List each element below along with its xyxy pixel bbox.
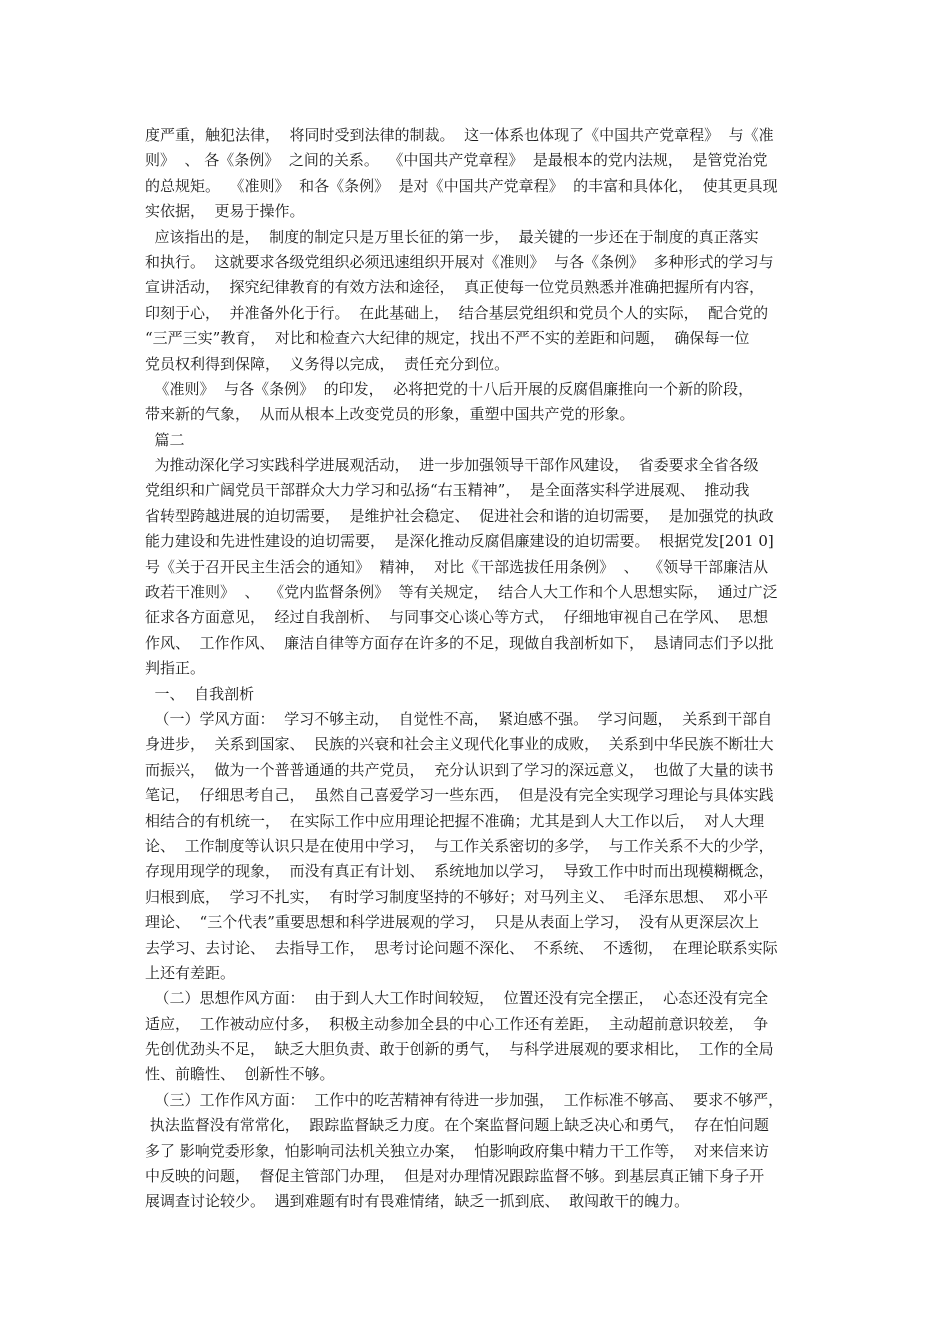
text-line: 先创优劲头不足， 缺乏大胆负责、敢于创新的勇气， 与科学进展观的要求相比， 工作的全局 <box>145 1040 774 1059</box>
text-line: 而振兴， 做为一个普普通通的共产党员， 充分认识到了学习的深远意义， 也做了大量的读书 <box>145 760 774 779</box>
text-line: 号《关于召开民主生活会的通知》 精神， 对比《干部选拔任用条例》 、 《领导干部廉洁从 <box>145 557 769 576</box>
text-line: 判指正。 <box>145 659 206 678</box>
text-line: （一）学风方面： 学习不够主动， 自觉性不高， 紧迫感不强。 学习问题， 关系到干部自 <box>145 709 773 728</box>
text-line: 适应， 工作被动应付多， 积极主动参加全县的中心工作还有差距， 主动超前意识较差， 争 <box>145 1014 769 1033</box>
text-line: 《准则》 与各《条例》 的印发， 必将把党的十八后开展的反腐倡廉推向一个新的阶段， <box>145 379 754 398</box>
text-line: 上还有差距。 <box>145 963 236 982</box>
text-line: 应该指出的是， 制度的制定只是万里长征的第一步， 最关键的一步还在于制度的真正落实 <box>145 227 759 246</box>
text-line: 则》 、 各《条例》 之间的关系。 《中国共产党章程》 是最根本的党内法规， 是管党治党 <box>145 151 768 170</box>
document-body <box>145 123 810 1215</box>
text-line: 相结合的有机统一， 在实际工作中应用理论把握不准确；尤其是到人大工作以后， 对人大理 <box>145 811 765 830</box>
text-line: 带来新的气象， 从而从根本上改变党员的形象，重塑中国共产党的形象。 <box>145 405 635 424</box>
text-line: “三严三实”教育， 对比和检查六大纪律的规定，找出不严不实的差距和问题， 确保每一位 <box>145 329 750 348</box>
text-line: 身进步， 关系到国家、 民族的兴衰和社会主义现代化事业的成败， 关系到中华民族不断壮大 <box>145 735 774 754</box>
text-line: 印刻于心， 并准备外化于行。 在此基础上， 结合基层党组织和党员个人的实际， 配合党的 <box>145 303 769 322</box>
text-line: 实依据， 更易于操作。 <box>145 202 305 221</box>
text-line: 归根到底， 学习不扎实， 有时学习制度坚持的不够好；对马列主义、 毛泽东思想、 邓小平 <box>145 887 769 906</box>
section-heading: 篇二 <box>145 430 185 449</box>
text-line: 度严重，触犯法律， 将同时受到法律的制裁。 这一体系也体现了《中国共产党章程》 与《准 <box>145 126 774 144</box>
text-line: 的总规矩。 《准则》 和各《条例》 是对《中国共产党章程》 的丰富和具体化， 使其更具现 <box>145 176 778 195</box>
text-line: 去学习、去讨论、 去指导工作， 思考讨论问题不深化、 不系统、 不透彻， 在理论联系实际 <box>145 938 778 957</box>
text-line: 省转型跨越进展的迫切需要， 是维护社会稳定、 促进社会和谐的迫切需要， 是加强党的执政 <box>145 506 774 525</box>
text-line: 性、前瞻性、 创新性不够。 <box>145 1065 335 1084</box>
text-line: 理论、 “三个代表”重要思想和科学进展观的学习， 只是从表面上学习， 没有从更深层次上 <box>145 913 759 932</box>
text-line: 展调查讨论较少。 遇到难题有时有畏难情绪，缺乏一抓到底、 敢闯敢干的魄力。 <box>145 1192 690 1211</box>
text-line: 政若干准则》 、 《党内监督条例》 等有关规定， 结合人大工作和个人思想实际， 通过广泛 <box>145 583 778 602</box>
text-line: 党员权利得到保障， 义务得以完成， 责任充分到位。 <box>145 354 510 373</box>
text-line: 论、 工作制度等认识只是在使用中学习， 与工作关系密切的多学， 与工作关系不大的少学， <box>145 836 774 855</box>
section-heading: 一、 自我剖析 <box>145 684 255 703</box>
text-line: 宣讲活动， 探究纪律教育的有效方法和途径， 真正使每一位党员熟悉并准确把握所有内容， <box>145 278 765 297</box>
text-line: （三）工作作风方面： 工作中的吃苦精神有待进一步加强， 工作标准不够高、 要求不够严， <box>145 1090 784 1109</box>
text-line: 作风、 工作作风、 廉洁自律等方面存在许多的不足，现做自我剖析如下， 恳请同志们予以批 <box>145 633 774 652</box>
text-line: 笔记， 仔细思考自己， 虽然自己喜爱学习一些东西， 但是没有完全实现学习理论与具体实践 <box>145 786 774 805</box>
text-line: 和执行。 这就要求各级党组织必须迅速组织开展对《准则》 与各《条例》 多种形式的学习与 <box>145 252 774 271</box>
text-line: 中反映的问题， 督促主管部门办理， 但是对办理情况跟踪监督不够。到基层真正铺下身子开 <box>145 1167 765 1186</box>
text-line: 征求各方面意见， 经过自我剖析、 与同事交心谈心等方式， 仔细地审视自己在学风、 思想 <box>145 608 769 627</box>
text-line: 能力建设和先进性建设的迫切需要， 是深化推动反腐倡廉建设的迫切需要。 根据党发[201 0] <box>145 532 774 551</box>
text-line: 党组织和广阔党员干部群众大力学习和弘扬“右玉精神”， 是全面落实科学进展观、 推动我 <box>145 481 750 500</box>
text-line: 存现用现学的现象， 而没有真正有计划、 系统地加以学习， 导致工作中时而出现模糊概念， <box>145 862 774 881</box>
text-line: 执法监督没有常常化， 跟踪监督缺乏力度。在个案监督问题上缺乏决心和勇气， 存在怕问题 <box>145 1116 769 1135</box>
text-line: 多了 影响党委形象，怕影响司法机关独立办案， 怕影响政府集中精力干工作等， 对来信来访 <box>145 1141 769 1160</box>
text-line: 为推动深化学习实践科学进展观活动， 进一步加强领导干部作风建设， 省委要求全省各级 <box>145 456 759 475</box>
text-line: （二）思想作风方面： 由于到人大工作时间较短， 位置还没有完全摆正， 心态还没有完全 <box>145 989 769 1008</box>
